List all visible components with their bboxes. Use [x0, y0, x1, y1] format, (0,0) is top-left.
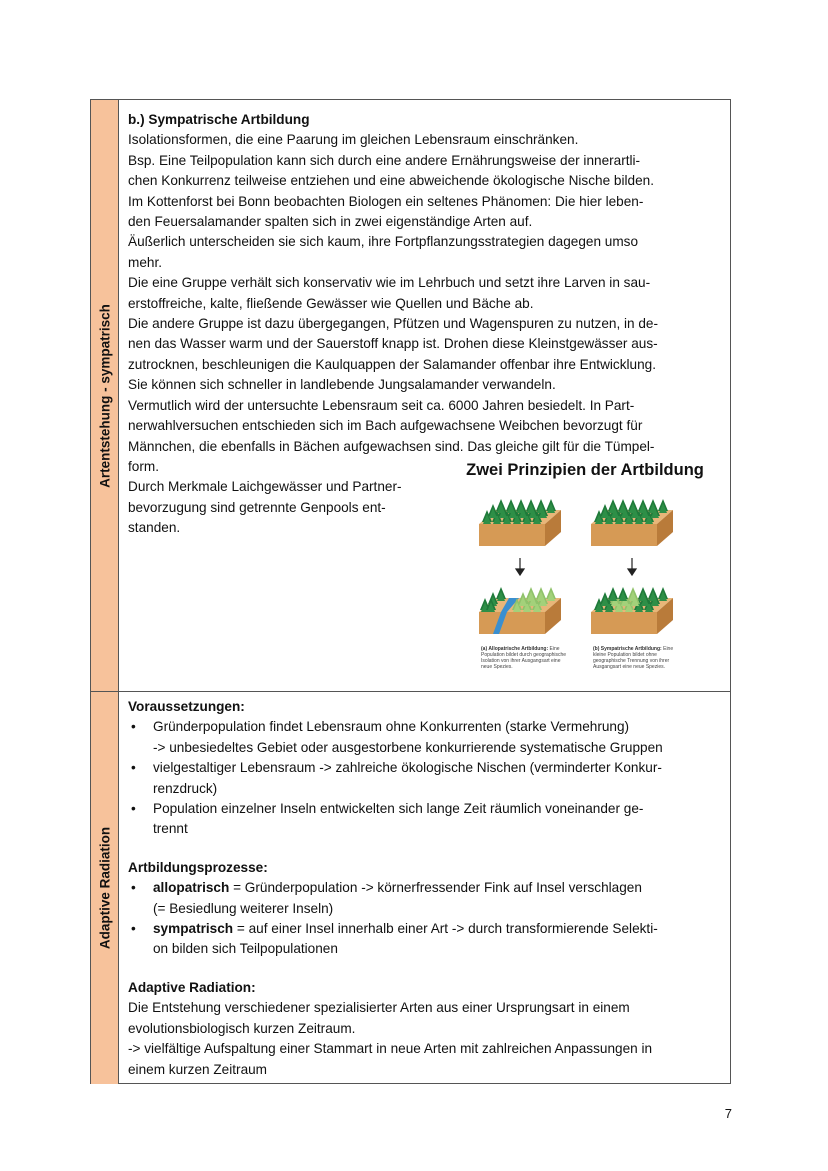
- text-line: Sie können sich schneller in landlebende Jungsalamander verwandeln.: [128, 377, 556, 393]
- list-item-line: -> unbesiedeltes Gebiet oder ausgestorbene konkurrierende systematische Gruppen: [153, 739, 663, 755]
- text-line: einem kurzen Zeitraum: [128, 1061, 268, 1077]
- section-heading: b.) Sympatrische Artbildung: [128, 112, 310, 127]
- prerequisites-list: [128, 717, 722, 839]
- figure-title: Zwei Prinzipien der Artbildung: [466, 461, 704, 479]
- processes-heading: Artbildungsprozesse:: [128, 859, 268, 875]
- text-line: erstoffreiche, kalte, fließende Gewässer wie Quellen und Bäche ab.: [128, 295, 534, 311]
- speciation-figure: [449, 460, 721, 685]
- text-line: chen Konkurrenz teilweise entziehen und eine abweichende ökologische Nische bilden.: [128, 173, 654, 189]
- text-line: zutrocknen, beschleunigen die Kaulquappen der Salamander offenbar ihre Entwicklung.: [128, 356, 656, 372]
- side-label-cell: [91, 692, 119, 1084]
- arrow-b: [628, 558, 636, 575]
- side-label: Artentstehung - sympatrisch: [97, 303, 112, 488]
- caption-b: [593, 646, 681, 670]
- list-item: [128, 878, 722, 919]
- section-sympatric: [91, 100, 730, 692]
- conclusion-block: [128, 477, 433, 538]
- side-label: Adaptive Radiation: [97, 826, 112, 950]
- list-item: [128, 717, 722, 758]
- block-before-b: [591, 499, 673, 546]
- process-text: = auf einer Insel innerhalb einer Art -> durch transformierende Selekti-: [233, 921, 658, 937]
- text-line: Die andere Gruppe ist dazu übergegangen, Pfützen und Wagenspuren zu nutzen, in de-: [128, 316, 659, 332]
- caption-b-text: Eine kleine Population bildet ohne geographische Trennung von ihrer Ausgangsart eine neue Spezies.: [593, 646, 674, 670]
- process-term: sympatrisch: [153, 921, 234, 937]
- list-item-line: [153, 878, 722, 898]
- section-content: [128, 697, 722, 1080]
- block-after-a: [479, 587, 561, 634]
- text-line: -> vielfältige Aufspaltung einer Stammart in neue Arten mit zahlreichen Anpassungen in: [128, 1041, 653, 1057]
- adaptive-radiation-heading: Adaptive Radiation:: [128, 979, 256, 995]
- caption-b-title: (b) Sympatrische Artbildung:: [593, 646, 662, 652]
- caption-a: [481, 646, 569, 670]
- block-after-b: [591, 587, 673, 634]
- arrow-a: [516, 558, 524, 575]
- content-table: [90, 99, 731, 1084]
- list-item-line: trennt: [153, 821, 188, 837]
- process-text: = Gründerpopulation -> körnerfressender Fink auf Insel verschlagen: [229, 880, 642, 896]
- paragraph-block: [128, 130, 722, 477]
- text-line: mehr.: [128, 254, 162, 270]
- text-line: standen.: [128, 520, 181, 536]
- list-item-line: [153, 919, 722, 939]
- text-line: Isolationsformen, die eine Paarung im gleichen Lebensraum einschränken.: [128, 132, 579, 148]
- text-line: nen das Wasser warm und der Sauerstoff knapp ist. Drohen diese Kleinstgewässer aus-: [128, 336, 658, 352]
- text-line: Im Kottenforst bei Bonn beobachten Biologen ein seltenes Phänomen: Die hier leben-: [128, 193, 644, 209]
- process-term: allopatrisch: [153, 880, 230, 896]
- list-item-line: • Population einzelner Inseln entwickelten sich lange Zeit räumlich voneinander ge-: [153, 801, 644, 817]
- prerequisites-heading: Voraussetzungen:: [128, 699, 245, 714]
- text-line: den Feuersalamander spalten sich in zwei eigenständige Arten auf.: [128, 214, 533, 230]
- definition-block: [128, 998, 722, 1080]
- processes-list: [128, 878, 722, 960]
- list-item: [128, 799, 722, 840]
- text-line: Äußerlich unterscheiden sie sich kaum, ihre Fortpflanzungsstrategien dagegen umso: [128, 234, 639, 250]
- caption-a-title: (a) Allopatrische Artbildung:: [481, 646, 549, 652]
- text-line: bevorzugung sind getrennte Genpools ent-: [128, 499, 386, 515]
- list-item-line: (= Besiedlung weiterer Inseln): [153, 900, 334, 916]
- list-item: [128, 758, 722, 799]
- caption-a-text: Eine Population bildet durch geographische Isolation von ihrer Ausgangsart eine neue Spezies.: [481, 646, 567, 670]
- text-line: evolutionsbiologisch kurzen Zeitraum.: [128, 1020, 356, 1036]
- list-item-line: • Gründerpopulation findet Lebensraum ohne Konkurrenten (starke Vermehrung): [153, 719, 630, 735]
- text-line: nerwahlversuchen entschieden sich im Bach aufgewachsene Weibchen bevorzugt für: [128, 418, 643, 434]
- list-item-line: on bilden sich Teilpopulationen: [153, 941, 338, 957]
- text-line: Bsp. Eine Teilpopulation kann sich durch eine andere Ernährungsweise der innerartli-: [128, 152, 641, 168]
- list-item: [128, 919, 722, 960]
- text-line: form.: [128, 458, 159, 474]
- list-item-line: renzdruck): [153, 780, 218, 796]
- text-line: Durch Merkmale Laichgewässer und Partner-: [128, 479, 402, 495]
- text-line: Vermutlich wird der untersuchte Lebensraum seit ca. 6000 Jahren besiedelt. In Part-: [128, 397, 635, 413]
- text-line: Die Entstehung verschiedener spezialisierter Arten aus einer Ursprungsart in einem: [128, 1000, 630, 1016]
- list-item-line: • vielgestaltiger Lebensraum -> zahlreiche ökologische Nischen (verminderter Konkur-: [153, 760, 662, 776]
- block-before-a: [479, 499, 561, 546]
- text-line: Männchen, die ebenfalls in Bächen aufgewachsen sind. Das gleiche gilt für die Tümpel-: [128, 438, 655, 454]
- text-line: Die eine Gruppe verhält sich konservativ wie im Lehrbuch und setzt ihre Larven in sau-: [128, 275, 651, 291]
- page-number: 7: [724, 1106, 732, 1121]
- section-adaptive-radiation: [91, 692, 730, 1084]
- side-label-cell: [91, 100, 119, 691]
